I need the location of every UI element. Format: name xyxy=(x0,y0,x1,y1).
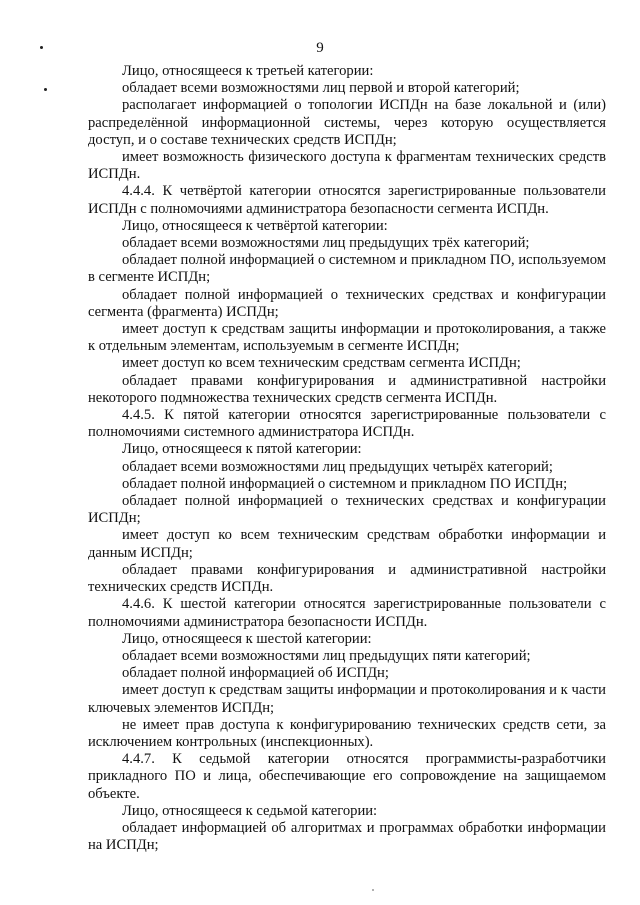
page-number: 9 xyxy=(316,40,324,56)
paragraph: Лицо, относящееся к седьмой категории: xyxy=(122,802,378,819)
paragraph: обладает информацией об алгоритмах и программах обработки информации на ИСПДн; xyxy=(88,819,606,854)
paragraph: имеет доступ к средствам защиты информации и протоколирования, а также к отдельным элементам, используемым в сегменте ИСПДн; xyxy=(88,321,606,355)
paragraph: обладает полной информацией о системном и прикладном ПО, используемом в сегменте ИСПДн; xyxy=(88,252,606,286)
paragraph: Лицо, относящееся к третьей категории: xyxy=(122,63,374,79)
paragraph: обладает всеми возможностями лиц предыдущих пяти категорий; xyxy=(122,647,531,664)
paragraph: обладает всеми возможностями лиц предыдущих трёх категорий; xyxy=(122,235,530,252)
margin-dot xyxy=(44,88,47,91)
section-paragraph: 4.4.4. К четвёртой категории относятся зарегистрированные пользователи ИСПДн с полномочиями администратора безопасности сегмента ИСПДн. xyxy=(88,183,606,217)
section-paragraph: 4.4.5. К пятой категории относятся зарегистрированные пользователи с полномочиями системного администратора ИСПДн. xyxy=(88,407,606,441)
document-body xyxy=(88,63,606,854)
paragraph: располагает информацией о топологии ИСПДн на базе локальной и (или) распределённой информационной системы, через которую осуществляется доступ, и о составе технических средств ИСПДн; xyxy=(88,97,606,148)
paragraph: имеет возможность физического доступа к фрагментам технических средств ИСПДн. xyxy=(88,149,606,183)
paragraph: Лицо, относящееся к четвёртой категории: xyxy=(122,217,388,234)
paragraph: имеет доступ ко всем техническим средствам обработки информации и данным ИСПДн; xyxy=(88,527,606,561)
paragraph: обладает всеми возможностями лиц предыдущих четырёх категорий; xyxy=(122,458,553,475)
paragraph: не имеет прав доступа к конфигурированию технических средств сети, за исключением контрольных (инспекционных). xyxy=(88,716,606,750)
paragraph: обладает правами конфигурирования и административной настройки технических средств ИСПДн. xyxy=(88,561,606,596)
paragraph: имеет доступ к средствам защиты информации и протоколирования и к части ключевых элементов ИСПДн; xyxy=(88,682,606,716)
margin-dot xyxy=(40,46,43,49)
scan-speck xyxy=(372,889,374,891)
paragraph: обладает всеми возможностями лиц первой и второй категорий; xyxy=(122,80,520,97)
paragraph: обладает правами конфигурирования и административной настройки некоторого подмножества технических средств сегмента ИСПДн. xyxy=(88,372,606,406)
paragraph: обладает полной информацией о технических средствах и конфигурации сегмента (фрагмента) ИСПДн; xyxy=(88,286,606,320)
paragraph: обладает полной информацией о системном и прикладном ПО ИСПДн; xyxy=(122,475,568,492)
paragraph: Лицо, относящееся к шестой категории: xyxy=(122,630,372,647)
paragraph: имеет доступ ко всем техническим средствам сегмента ИСПДн; xyxy=(122,355,521,372)
section-paragraph: 4.4.7. К седьмой категории относятся программисты-разработчики прикладного ПО и лица, обеспечивающие его сопровождение на защищаемом объекте. xyxy=(88,751,606,802)
paragraph: обладает полной информацией об ИСПДн; xyxy=(122,665,389,682)
paragraph: Лицо, относящееся к пятой категории: xyxy=(122,441,362,458)
section-paragraph: 4.4.6. К шестой категории относятся зарегистрированные пользователи с полномочиями администратора безопасности ИСПДн. xyxy=(88,596,606,630)
paragraph: обладает полной информацией о технических средствах и конфигурации ИСПДн; xyxy=(88,493,606,527)
